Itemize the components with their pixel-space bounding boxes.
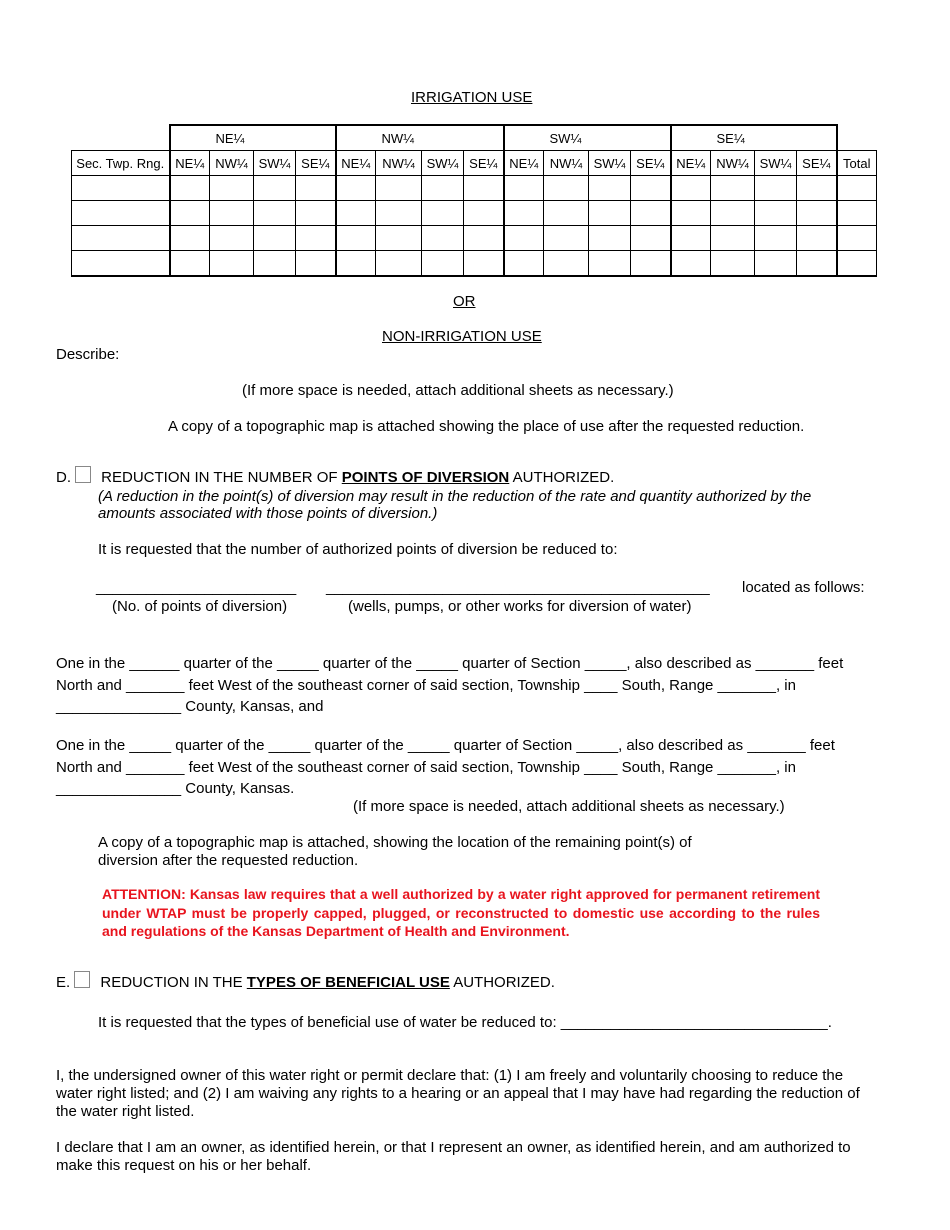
point2-line3: _______________ County, Kansas. (56, 780, 295, 797)
table-row (72, 201, 877, 226)
topo-map-line2: diversion after the requested reduction. (98, 852, 359, 869)
point1-line1: One in the ______ quarter of the _____ quarter of the _____ quarter of Section _____, also described as _______ feet (56, 655, 844, 672)
col-header-total: Total (837, 151, 877, 176)
col-header-sub: NE¼ (336, 151, 376, 176)
located-as-follows: located as follows: (742, 579, 865, 596)
col-header-sub: NW¼ (711, 151, 755, 176)
irrigation-table (71, 124, 877, 277)
col-header-sub: SW¼ (589, 151, 631, 176)
point2-line1: One in the _____ quarter of the _____ quarter of the _____ quarter of Section _____, also described as _______ feet (56, 737, 835, 754)
topo-map-statement: A copy of a topographic map is attached showing the place of use after the requested reduction. (168, 418, 805, 435)
col-header-sub: NE¼ (671, 151, 711, 176)
table-row (72, 176, 877, 201)
points-count-blank[interactable]: ________________________ (96, 579, 297, 596)
section-d-request: It is requested that the number of authorized points of diversion be reduced to: (98, 541, 618, 558)
section-d-note-line2: amounts associated with those points of diversion.) (98, 505, 438, 522)
section-e-letter: E. (56, 974, 71, 991)
col-header-sub: NW¼ (376, 151, 422, 176)
col-header-sub: SW¼ (254, 151, 296, 176)
section-e-request: It is requested that the types of beneficial use of water be reduced to: ________________________________. (98, 1014, 832, 1031)
col-header-sub: NW¼ (210, 151, 254, 176)
point1-line2: North and _______ feet West of the southeast corner of said section, Township ____ South, Range _______, in (56, 677, 796, 694)
or-label: OR (453, 293, 476, 310)
declaration-2: I declare that I am an owner, as identified herein, or that I represent an owner, as identified herein, and am authorized to make this request on his or her behalf. (56, 1139, 851, 1174)
section-d-checkbox[interactable] (75, 466, 91, 483)
irrigation-title: IRRIGATION USE (411, 89, 533, 106)
table-row (72, 251, 877, 277)
col-header-sub: NW¼ (544, 151, 589, 176)
attention-notice: ATTENTION: Kansas law requires that a well authorized by a water right approved for permanent retirement under WTAP must be properly capped, plugged, or reconstructed to domestic use according to the rules and regulations of the Kansas Department of Health and Environment. (102, 886, 820, 939)
col-header-sub: SE¼ (464, 151, 504, 176)
col-header-sec-twp-rng: Sec. Twp. Rng. (72, 151, 170, 176)
diversion-works-label: (wells, pumps, or other works for diversion of water) (348, 598, 692, 615)
col-header-sub: SE¼ (631, 151, 671, 176)
point2-line2: North and _______ feet West of the southeast corner of said section, Township ____ South, Range _______, in (56, 759, 796, 776)
quarter-header-se: SE¼ (671, 125, 837, 151)
section-e-checkbox[interactable] (74, 971, 90, 988)
section-e-heading: E. REDUCTION IN THE TYPES OF BENEFICIAL USE AUTHORIZED. (56, 971, 555, 991)
quarter-header-nw: NW¼ (336, 125, 504, 151)
point1-line3: _______________ County, Kansas, and (56, 698, 324, 715)
quarter-header-ne: NE¼ (170, 125, 336, 151)
col-header-sub: NE¼ (504, 151, 544, 176)
col-header-sub: SE¼ (296, 151, 336, 176)
more-space-note-d: (If more space is needed, attach additional sheets as necessary.) (353, 798, 785, 815)
declaration-1: I, the undersigned owner of this water right or permit declare that: (1) I am freely and voluntarily choosing to reduce the water right listed; and (2) I am waiving any rights to a hearing or an appeal that I may have had regarding the reduction of the water right listed. (56, 1067, 860, 1120)
col-header-sub: SW¼ (755, 151, 797, 176)
diversion-works-blank[interactable]: ______________________________________________ (326, 579, 710, 596)
topo-map-line1: A copy of a topographic map is attached, showing the location of the remaining point(s) of (98, 834, 692, 851)
col-header-sub: SE¼ (797, 151, 837, 176)
table-row (72, 226, 877, 251)
col-header-sub: SW¼ (422, 151, 464, 176)
more-space-note: (If more space is needed, attach additional sheets as necessary.) (242, 382, 674, 399)
describe-label: Describe: (56, 346, 120, 363)
section-d-note-line1: (A reduction in the point(s) of diversion may result in the reduction of the rate and quantity authorized by the (98, 488, 812, 505)
col-header-sub: NE¼ (170, 151, 210, 176)
non-irrigation-title: NON-IRRIGATION USE (382, 328, 542, 345)
points-count-label: (No. of points of diversion) (112, 598, 288, 615)
section-d-heading: D. REDUCTION IN THE NUMBER OF POINTS OF DIVERSION AUTHORIZED. (56, 466, 614, 486)
section-d-letter: D. (56, 469, 71, 486)
quarter-header-sw: SW¼ (504, 125, 671, 151)
